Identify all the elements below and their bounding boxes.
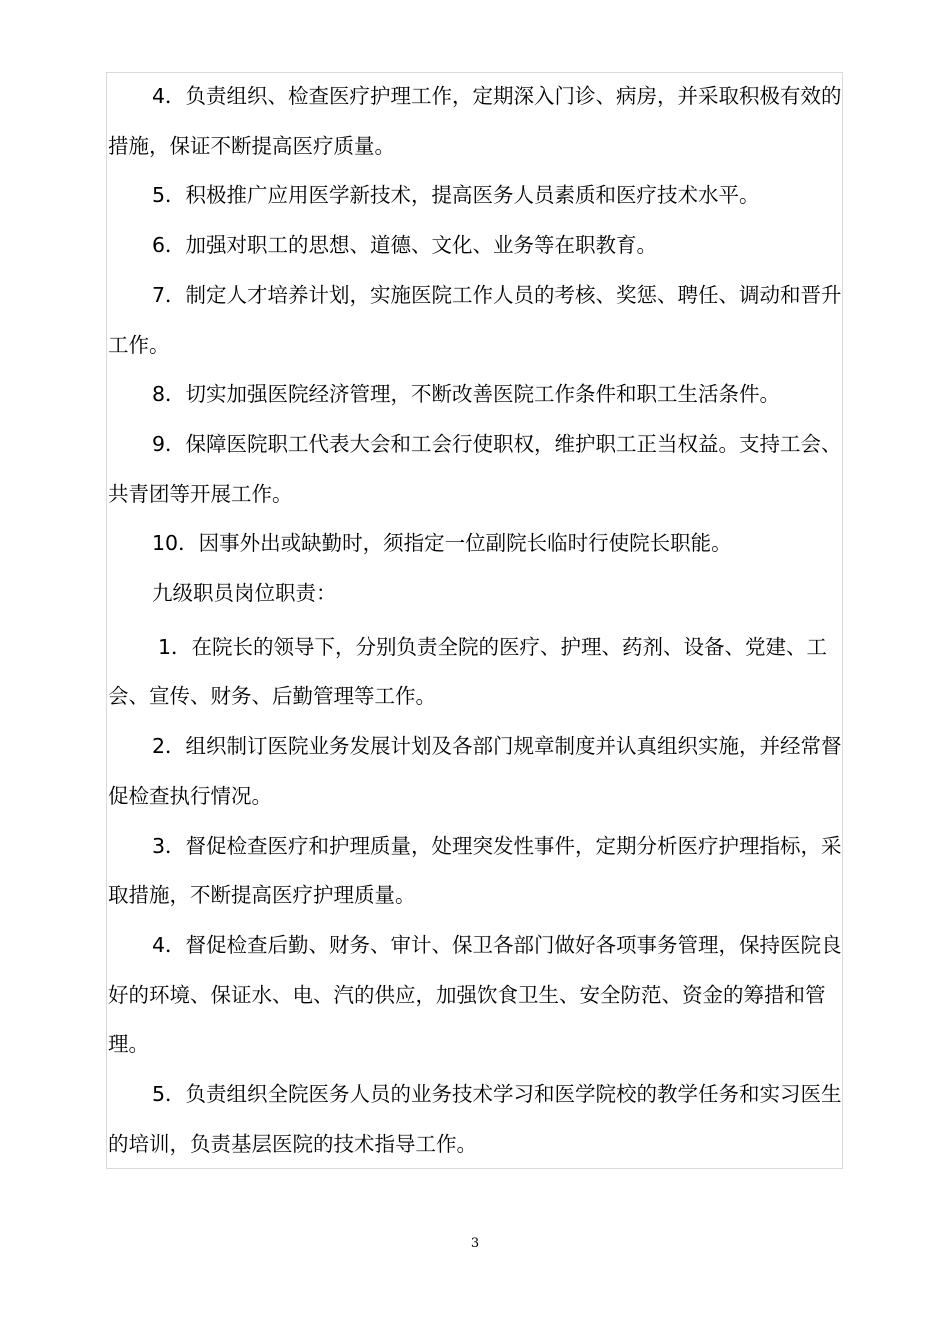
paragraph-duty-7: 7．制定人才培养计划，实施医院工作人员的考核、奖惩、聘任、调动和晋升工作。 — [108, 282, 842, 357]
paragraph-duty-4: 4．负责组织、检查医疗护理工作，定期深入门诊、病房，并采取积极有效的措施，保证不断提高医疗质量。 — [108, 84, 842, 158]
paragraph-duty-9: 9．保障医院职工代表大会和工会行使职权，维护职工正当权益。支持工会、共青团等开展工作。 — [108, 431, 842, 506]
paragraph-grade9-duty-3: 3．督促检查医疗和护理质量，处理突发性事件，定期分析医疗护理指标，采取措施，不断提高医疗护理质量。 — [108, 833, 842, 908]
paragraph-duty-6: 6．加强对职工的思想、道德、文化、业务等在职教育。 — [152, 233, 658, 258]
paragraph-grade9-duty-2: 2．组织制订医院业务发展计划及各部门规章制度并认真组织实施，并经常督促检查执行情况。 — [108, 734, 842, 808]
paragraph-grade9-duty-1: 1．在院长的领导下，分别负责全院的医疗、护理、药剂、设备、党建、工会、宣传、财务、后勤管理等工作。 — [108, 634, 828, 709]
paragraph-duty-8: 8．切实加强医院经济管理，不断改善医院工作条件和职工生活条件。 — [152, 382, 781, 407]
page-number: 3 — [470, 1236, 480, 1251]
paragraph-duty-5: 5．积极推广应用医学新技术，提高医务人员素质和医疗技术水平。 — [152, 183, 760, 208]
paragraph-grade9-duty-5: 5．负责组织全院医务人员的业务技术学习和医学院校的教学任务和实习医生的培训，负责基层医院的技术指导工作。 — [108, 1082, 842, 1156]
paragraph-duty-10: 10．因事外出或缺勤时，须指定一位副院长临时行使院长职能。 — [152, 531, 732, 556]
document-body — [108, 72, 848, 1169]
paragraph-grade9-duty-4: 4．督促检查后勤、财务、审计、保卫各部门做好各项事务管理，保持医院良好的环境、保证水、电、汽的供应，加强饮食卫生、安全防范、资金的筹措和管理。 — [108, 932, 842, 1057]
section-heading: 九级职员岗位职责： — [152, 581, 337, 606]
